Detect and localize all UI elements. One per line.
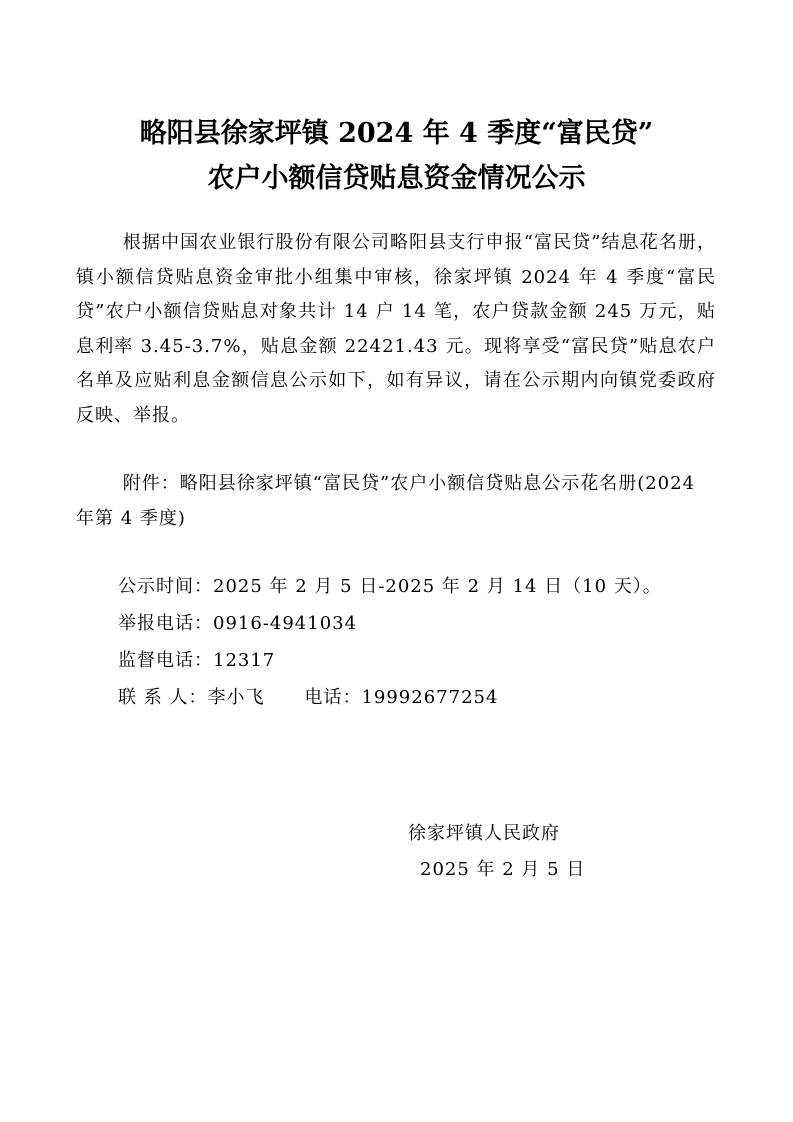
document-title-line-1: 略阳县徐家坪镇 2024 年 4 季度“富民贷” <box>139 118 654 149</box>
signature-date: 2025 年 2 月 5 日 <box>420 859 586 880</box>
contact-phone: 电话：19992677254 <box>304 687 499 708</box>
contact-person: 联 系 人：李小飞 <box>118 687 265 708</box>
contact-info-block <box>118 568 662 716</box>
attachment-paragraph <box>76 467 716 536</box>
signature-org: 徐家坪镇人民政府 <box>408 823 560 844</box>
signature-block <box>408 816 585 888</box>
main-paragraph-text: 根据中国农业银行股份有限公司略阳县支行申报“富民贷”结息花名册，镇小额信贷贴息资金审批小组集中审核，徐家坪镇 2024 年 4 季度“富民贷”农户小额信贷贴息对象共计 14 户 14 笔，农户贷款金额 245 万元，贴息利率 3.45-3.7%，贴息金额 22421.43 元。现将享受“富民贷”贴息农户名单及应贴利息金额信息公示如下，如有异议，请在公示期内向镇党委政府反映、举报。 <box>76 232 716 426</box>
attachment-text: 附件：略阳县徐家坪镇“富民贷”农户小额信贷贴息公示花名册(2024 年第 4 季度) <box>76 473 696 529</box>
supervision-phone: 监督电话：12317 <box>118 650 276 671</box>
publicity-period: 公示时间：2025 年 2 月 5 日-2025 年 2 月 14 日（10 天）。 <box>118 576 662 597</box>
main-paragraph <box>76 226 716 433</box>
contact-row <box>118 679 662 716</box>
document-title-line-2: 农户小额信贷贴息资金情况公示 <box>207 163 586 194</box>
report-phone: 举报电话：0916-4941034 <box>118 613 358 634</box>
